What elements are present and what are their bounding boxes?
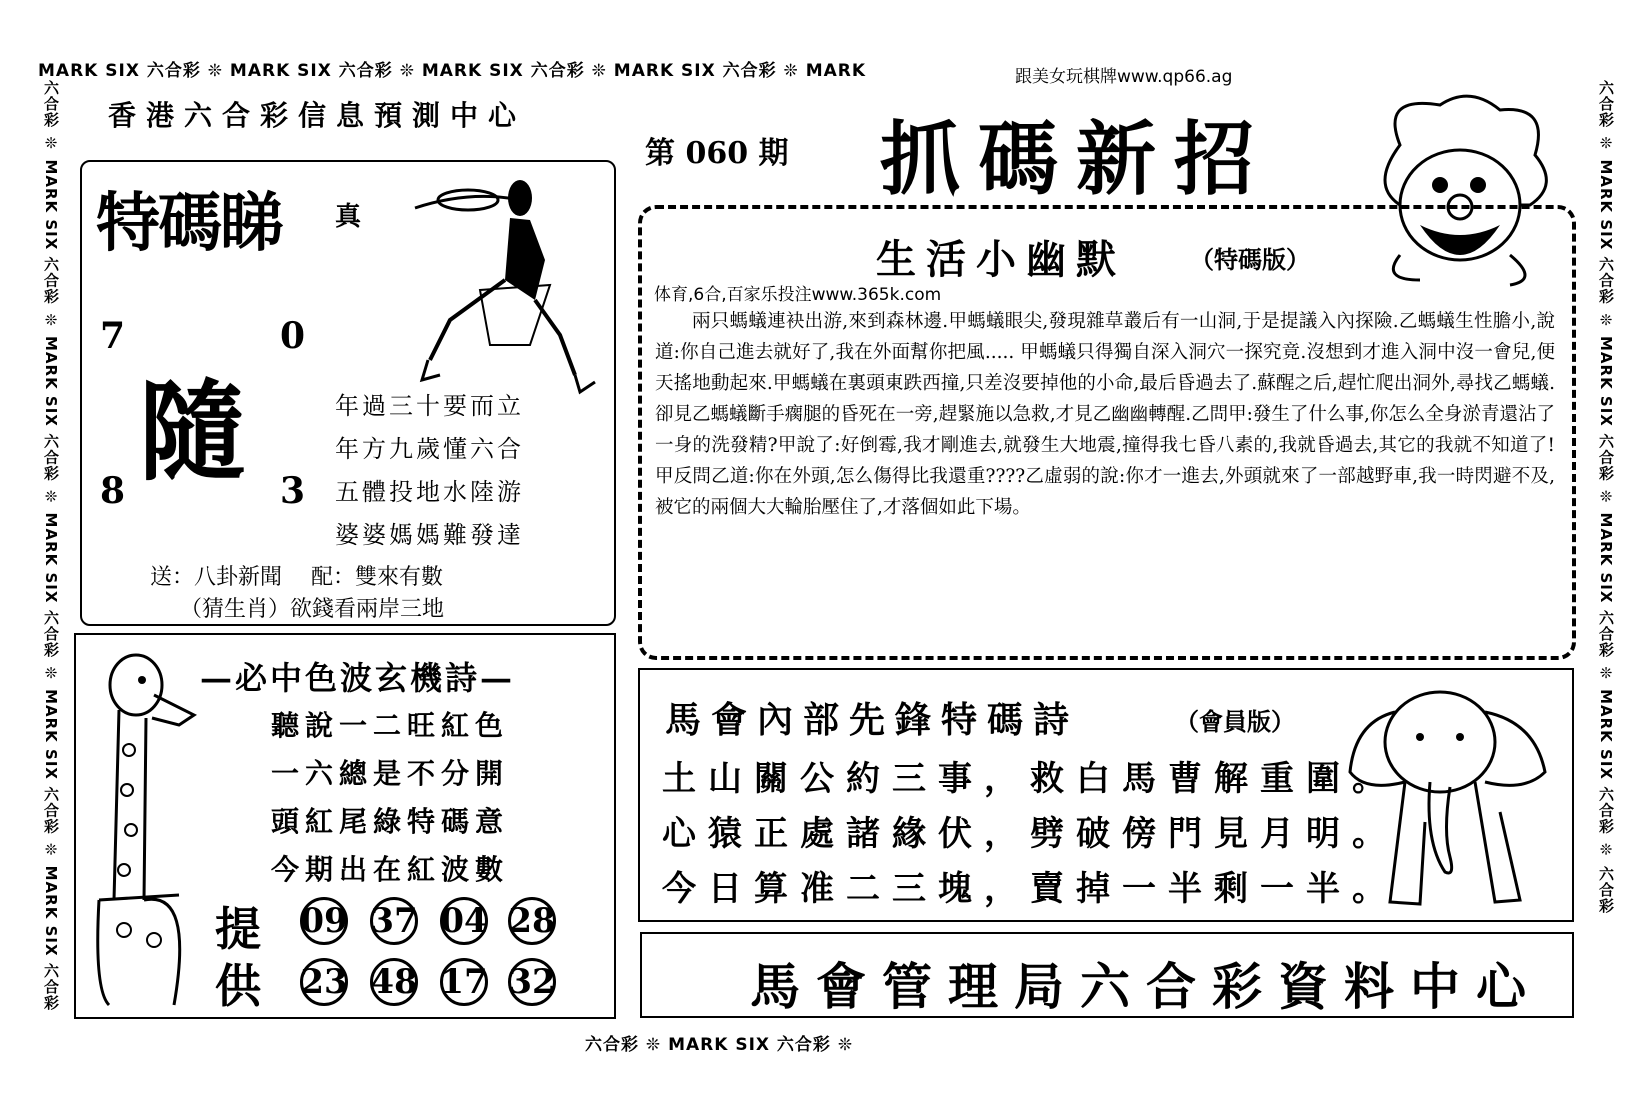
poem-line: 婆婆媽媽難發達: [335, 521, 524, 549]
guess-line: （猜生肖）欲錢看兩岸三地: [180, 597, 445, 622]
tema-poem: [335, 385, 524, 557]
number-ball: 32: [508, 958, 556, 1006]
humor-title: 生活小幽默: [876, 236, 1126, 283]
humor-story: 兩只螞蟻連袂出游,來到森林邊.甲螞蟻眼尖,發現雜草叢后有一山洞,于是提議入內探險.乙螞蟻生性膽小,說道:你自己進去就好了,我在外面幫你把風..... 甲螞蟻只得獨自深入洞穴一探究竟.沒想到才進入洞中沒一會兒,便天搖地動起來.甲螞蟻在裏頭東跌西撞,只差沒要掉他的小命,最后昏過去了.蘇醒之后,趕忙爬出洞外,尋找乙螞蟻.卻見乙螞蟻斷手瘸腿的昏死在一旁,趕緊施以急救,才見乙幽幽轉醒.乙問甲:發生了什么事,你怎么全身淤青還沾了一身的洗發精?甲說了:好倒霉,我才剛進去,就發生大地震,撞得我七昏八素的,我就昏過去,其它的我就不知道了!甲反問乙道:你在外頭,怎么傷得比我還重????乙虛弱的說:你才一進去,外頭就來了一部越野車,我一時閃避不及,被它的兩個大大輪胎壓住了,才落個如此下場。: [655, 311, 1555, 518]
number-ball: 04: [440, 897, 488, 945]
number-ball: 37: [370, 897, 418, 945]
bizhong-poem: [271, 702, 509, 894]
ad-mid-link[interactable]: 体育,6合,百家乐投注www.365k.com: [654, 285, 942, 305]
elephant-icon: [1335, 672, 1565, 912]
pioneer-subtitle: （會員版）: [1175, 708, 1295, 736]
number-ball: 28: [508, 897, 556, 945]
tema-title: 特碼睇: [96, 186, 282, 261]
tema-subtitle: 真: [335, 202, 362, 232]
number-top-left: 7: [100, 315, 126, 357]
border-text-right: 六合彩 ❊ MARK SIX 六合彩 ❊ MARK SIX 六合彩 ❊ MARK SIX 六合彩 ❊ MARK SIX 六合彩 ❊ 六合彩: [1597, 80, 1615, 914]
border-text-bottom: 六合彩 ❊ MARK SIX 六合彩 ❊: [585, 1035, 854, 1055]
poem-line: 今日算准二三塊，賣掉一半剩一半。: [662, 869, 1398, 909]
hk-title: 香港六合彩信息預測中心: [108, 99, 527, 132]
poem-line: 土山關公約三事，救白馬曹解重圍。: [662, 759, 1398, 799]
footer-title: 馬會管理局六合彩資料中心: [750, 957, 1542, 1016]
number-ball: 23: [300, 958, 348, 1006]
pioneer-title: 馬會內部先鋒特碼詩: [665, 699, 1080, 741]
poem-line: 五體投地水陸游: [335, 478, 524, 506]
woman-illustration-icon: [410, 170, 620, 400]
poem-line: 心猿正處諸緣伏，劈破傍門見月明。: [662, 814, 1398, 854]
number-ball: 09: [300, 897, 348, 945]
poem-line: 聽說一二旺紅色: [271, 709, 510, 742]
poem-line: 年過三十要而立: [335, 392, 524, 420]
border-text-left: 六合彩 ❊ MARK SIX 六合彩 ❊ MARK SIX 六合彩 ❊ MARK SIX 六合彩 ❊ MARK SIX 六合彩 ❊ MARK SIX 六合彩: [42, 80, 60, 1011]
poem-line: 今期出在紅波數: [271, 853, 510, 886]
big-character: 隨: [138, 369, 247, 495]
main-title: 抓碼新招: [880, 112, 1272, 206]
poem-line: 年方九歲懂六合: [335, 435, 524, 463]
giraffe-icon: [84, 640, 204, 1010]
number-bottom-left: 8: [100, 470, 126, 512]
poem-line: 頭紅尾綠特碼意: [271, 805, 510, 838]
issue-number: 第 060 期: [645, 136, 789, 171]
number-bottom-right: 3: [280, 470, 306, 512]
number-top-right: 0: [280, 315, 306, 357]
bizhong-title: —必中色波玄機詩—: [200, 659, 516, 697]
gong-label: 供: [215, 959, 261, 1013]
poem-line: 一六總是不分開: [271, 757, 510, 790]
humor-subtitle: （特碼版）: [1190, 246, 1310, 274]
pioneer-poem: [662, 752, 1398, 917]
number-ball: 17: [440, 958, 488, 1006]
send-line: 送：八卦新聞 配：雙來有數: [150, 565, 443, 590]
ti-label: 提: [215, 902, 261, 956]
ad-top-link[interactable]: 跟美女玩棋牌www.qp66.ag: [1015, 67, 1233, 87]
border-text-top: MARK SIX 六合彩 ❊ MARK SIX 六合彩 ❊ MARK SIX 六合彩 ❊ MARK SIX 六合彩 ❊ MARK: [38, 61, 867, 81]
number-ball: 48: [370, 958, 418, 1006]
